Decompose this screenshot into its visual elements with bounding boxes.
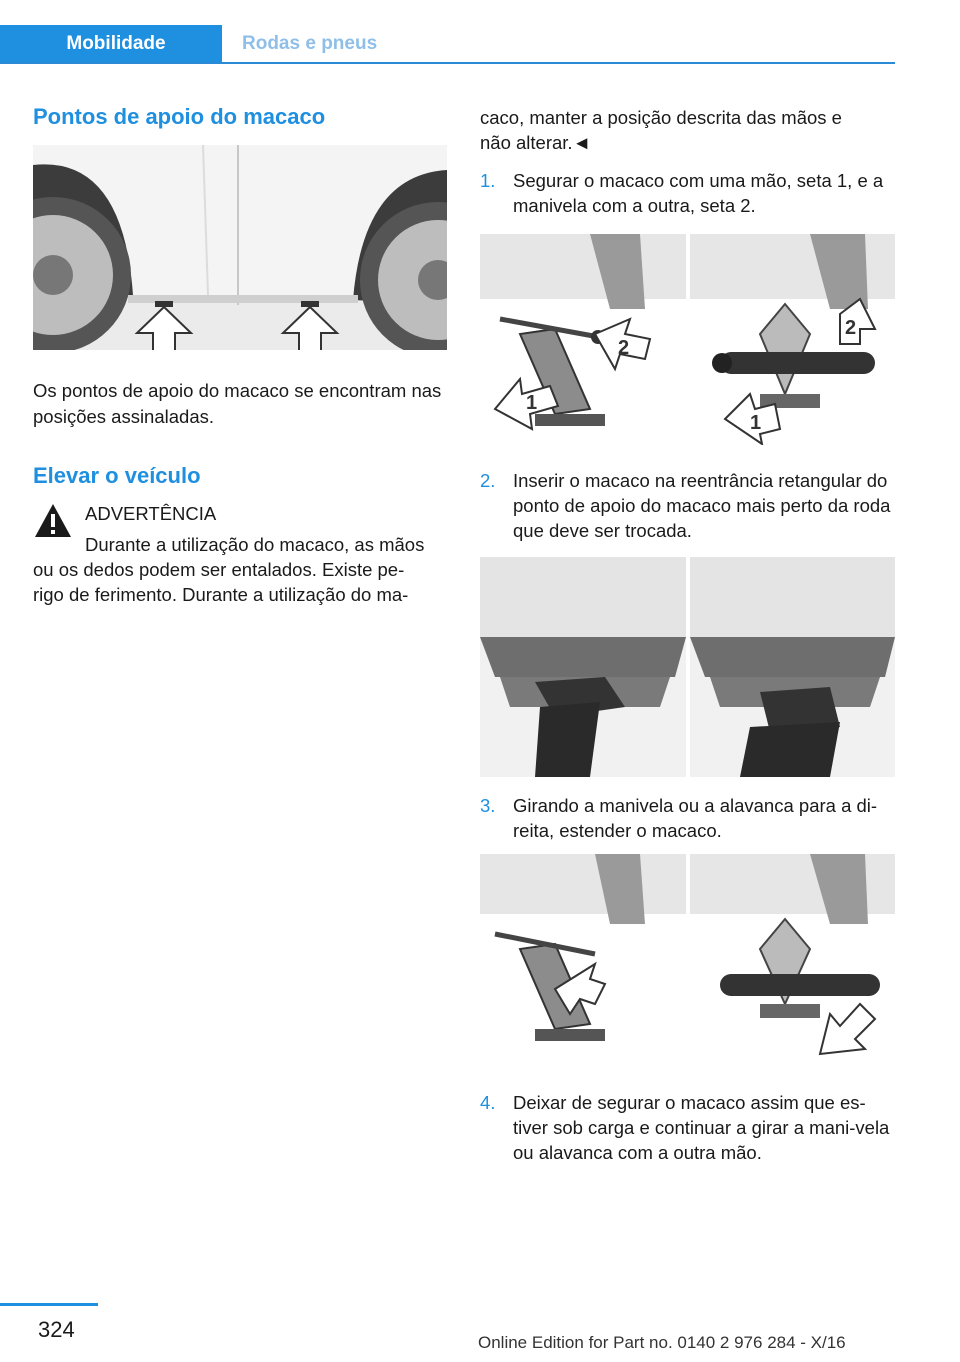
- warning-continuation-line: caco, manter a posição descrita das mãos e: [480, 107, 842, 128]
- heading-jack-points: Pontos de apoio do macaco: [33, 104, 326, 129]
- tab-rodas-e-pneus[interactable]: Rodas e pneus: [242, 32, 378, 54]
- figure-jack-recess-right: [690, 557, 895, 777]
- step-number: 2.: [480, 470, 496, 491]
- warning-text-line: ou os dedos podem ser entalados. Existe pe-: [33, 559, 405, 580]
- figure-label: 2: [845, 317, 857, 339]
- figure-extend-jack-right: [690, 854, 895, 1064]
- footer-rule: [0, 1303, 98, 1306]
- jack-points-description: Os pontos de apoio do macaco se encontram nas posições assinaladas.: [33, 380, 442, 427]
- warning-text-line: Durante a utilização do macaco, as mãos: [85, 534, 425, 555]
- figure-jack-points: [33, 145, 447, 350]
- heading-raise-vehicle: Elevar o veículo: [33, 463, 201, 488]
- footer-edition: Online Edition for Part no. 0140 2 976 284 - X/16: [478, 1333, 846, 1352]
- step-number: 3.: [480, 795, 496, 816]
- figure-hold-jack-right: [690, 234, 895, 445]
- figure-label: 1: [526, 392, 538, 414]
- figure-hold-jack-left: [480, 234, 686, 445]
- figure-label: 1: [750, 412, 762, 434]
- page-number: 324: [38, 1317, 75, 1342]
- figure-jack-recess-left: [480, 557, 686, 777]
- warning-continuation-line: não alterar.◄: [480, 132, 591, 153]
- step-number: 1.: [480, 170, 496, 191]
- step-text: Girando a manivela ou a alavanca para a di-reita, estender o macaco.: [513, 795, 878, 841]
- figure-label: 2: [618, 337, 630, 359]
- page-header: [0, 25, 895, 64]
- tab-mobilidade[interactable]: Mobilidade: [0, 25, 222, 62]
- warning-title: ADVERTÊNCIA: [85, 503, 217, 524]
- step-item: [480, 468, 900, 548]
- step-text: Segurar o macaco com uma mão, seta 1, e a manivela com a outra, seta 2.: [513, 170, 884, 216]
- step-item: [480, 1090, 900, 1170]
- step-number: 4.: [480, 1092, 496, 1113]
- step-text: Inserir o macaco na reentrância retangular do ponto de apoio do macaco mais perto da roda que deve ser trocada.: [513, 470, 891, 541]
- step-item: [480, 793, 900, 848]
- warning-text-line: rigo de ferimento. Durante a utilização do ma-: [33, 584, 409, 605]
- warning-triangle-icon: [34, 503, 72, 539]
- figure-extend-jack-left: [480, 854, 686, 1064]
- step-text: Deixar de segurar o macaco assim que es-tiver sob carga e continuar a girar a mani-vela ou alavanca com a outra mão.: [513, 1092, 890, 1163]
- step-item: [480, 168, 900, 228]
